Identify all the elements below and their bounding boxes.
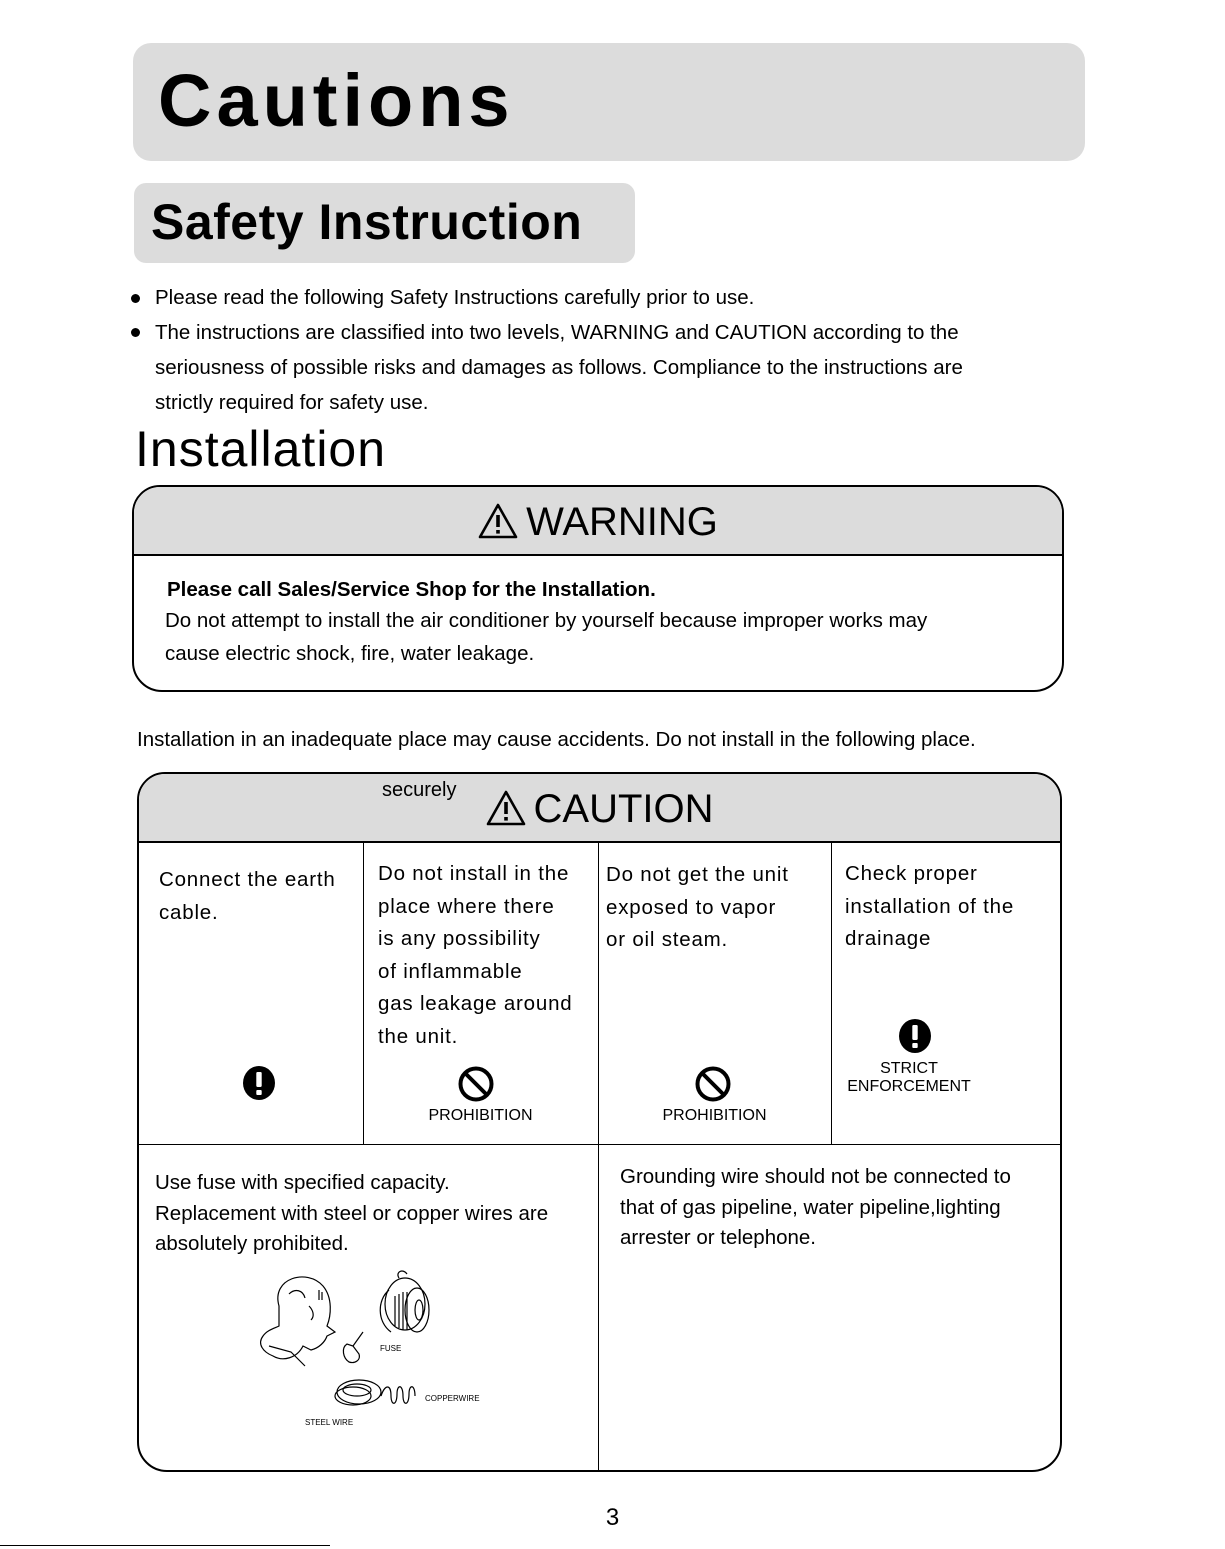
cell-line: absolutely prohibited. bbox=[155, 1232, 349, 1255]
caution-cell-earth bbox=[159, 864, 336, 929]
warning-text-line: Do not attempt to install the air conditioner by yourself because improper works may bbox=[165, 609, 928, 632]
cell-line: arrester or telephone. bbox=[620, 1226, 817, 1249]
footer-rule bbox=[0, 1545, 330, 1546]
mandatory-icon bbox=[242, 1065, 276, 1101]
mandatory-icon bbox=[898, 1018, 932, 1054]
intro-line: Please read the following Safety Instructions carefully prior to use. bbox=[155, 286, 755, 309]
cell-line: Do not get the unit bbox=[606, 863, 789, 886]
warning-box bbox=[132, 485, 1064, 692]
cell-line: Use fuse with specified capacity. bbox=[155, 1171, 450, 1194]
warning-bold-line: Please call Sales/Service Shop for the Installation. bbox=[167, 578, 656, 601]
cell-line: the unit. bbox=[378, 1024, 459, 1048]
fuse-label: FUSE bbox=[380, 1344, 402, 1353]
warning-header bbox=[134, 487, 1062, 556]
warning-triangle-icon bbox=[478, 503, 518, 539]
bullet-icon bbox=[131, 328, 140, 337]
caution-header bbox=[139, 774, 1060, 843]
cell-divider bbox=[363, 841, 364, 1145]
cell-line: Grounding wire should not be connected to bbox=[620, 1165, 1011, 1188]
cell-line: that of gas pipeline, water pipeline,lighting bbox=[620, 1195, 1001, 1219]
caution-title bbox=[139, 784, 1060, 834]
cell-line: is any possibility bbox=[378, 927, 541, 951]
cell-line: Connect the earth bbox=[159, 868, 336, 891]
warning-label: WARNING bbox=[526, 500, 718, 544]
page-title: Cautions bbox=[158, 59, 515, 142]
cell-line: Do not install in the bbox=[378, 862, 570, 885]
intro-line: strictly required for safety use. bbox=[155, 391, 429, 414]
cell-line: or oil steam. bbox=[606, 928, 729, 952]
fuse-illustration bbox=[249, 1266, 499, 1436]
label-line: ENFORCEMENT bbox=[847, 1078, 971, 1095]
caution-cell-grounding bbox=[620, 1162, 1011, 1254]
cell-line: place where there bbox=[378, 894, 555, 918]
intro-line: The instructions are classified into two levels, WARNING and CAUTION according to the bbox=[155, 321, 959, 344]
steel-wire-label: STEEL WIRE bbox=[305, 1418, 354, 1427]
row-divider bbox=[139, 1144, 1062, 1145]
prohibition-label: PROHIBITION bbox=[428, 1107, 533, 1124]
stray-text: securely bbox=[382, 779, 457, 801]
caution-cell-gas bbox=[378, 858, 573, 1054]
page-number: 3 bbox=[605, 1504, 620, 1531]
cell-line: gas leakage around bbox=[378, 992, 573, 1016]
cell-line: of inflammable bbox=[378, 959, 523, 983]
section-title: Safety Instruction bbox=[151, 194, 583, 250]
caution-box bbox=[137, 772, 1062, 1472]
label-line: STRICT bbox=[880, 1060, 938, 1077]
cell-line: installation of the bbox=[845, 894, 1015, 918]
caution-label: CAUTION bbox=[533, 787, 714, 831]
cell-divider bbox=[831, 841, 832, 1145]
cell-line: Replacement with steel or copper wires are bbox=[155, 1201, 549, 1225]
caution-cell-fuse bbox=[155, 1168, 548, 1260]
inadequate-place-note: Installation in an inadequate place may cause accidents. Do not install in the following place. bbox=[137, 728, 976, 751]
caution-cell-drainage bbox=[845, 858, 1014, 956]
cell-line: drainage bbox=[845, 927, 932, 951]
warning-text-line: cause electric shock, fire, water leakage. bbox=[165, 642, 535, 665]
prohibition-icon bbox=[458, 1066, 494, 1102]
warning-title bbox=[134, 497, 1062, 547]
cell-divider bbox=[598, 841, 599, 1472]
prohibition-icon bbox=[695, 1066, 731, 1102]
cell-line: exposed to vapor bbox=[606, 895, 777, 919]
prohibition-label: PROHIBITION bbox=[662, 1107, 767, 1124]
installation-heading: Installation bbox=[135, 421, 387, 477]
intro-line: seriousness of possible risks and damages as follows. Compliance to the instructions are bbox=[155, 356, 963, 379]
copper-wire-label: COPPERWIRE bbox=[425, 1394, 480, 1403]
warning-triangle-icon bbox=[486, 790, 526, 826]
caution-cell-vapor bbox=[606, 859, 789, 957]
cell-line: cable. bbox=[159, 900, 219, 924]
strict-enforcement-label bbox=[831, 1060, 987, 1096]
cell-line: Check proper bbox=[845, 862, 978, 885]
bullet-icon bbox=[131, 294, 140, 303]
